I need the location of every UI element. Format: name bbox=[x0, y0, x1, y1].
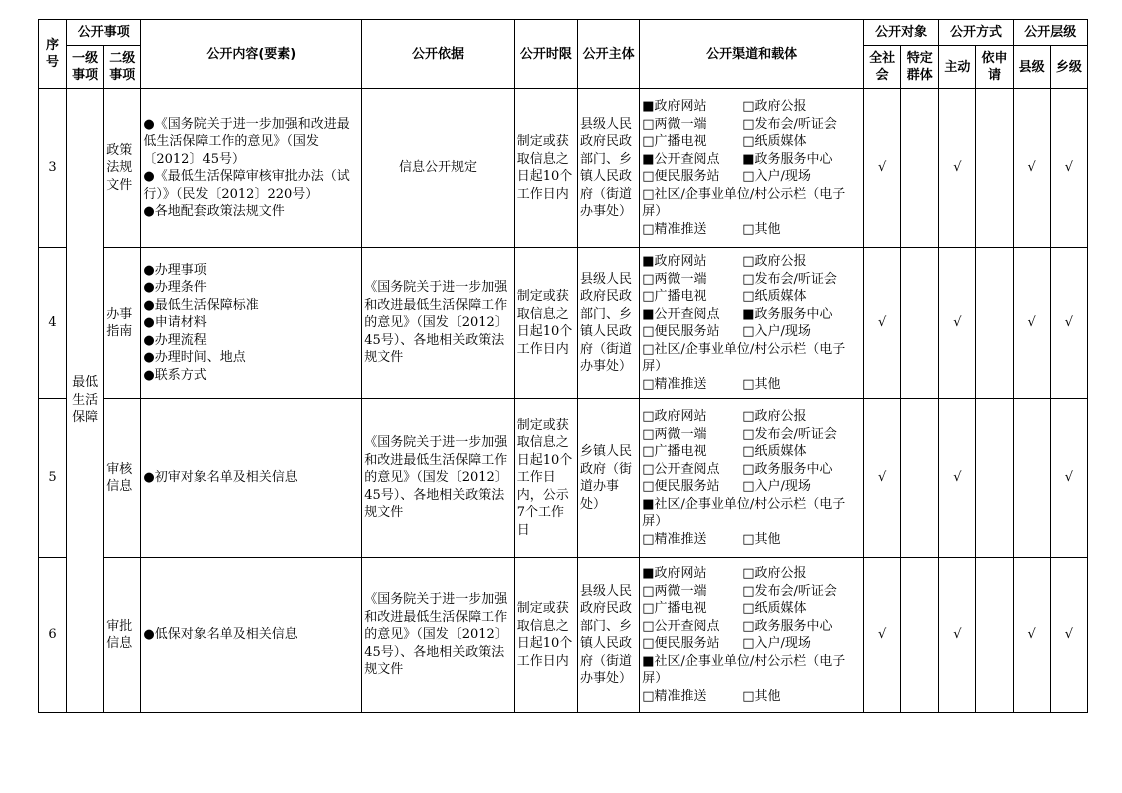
channel-option: □广播电视 bbox=[642, 134, 707, 149]
basis-cell: 《国务院关于进一步加强和改进最低生活保障工作的意见》（国发〔2012〕45号）、各地相关政策法规文件 bbox=[362, 399, 515, 558]
channel-option: □政府公报 bbox=[742, 254, 807, 269]
row-seq: 4 bbox=[39, 248, 67, 399]
channel-option: □政府公报 bbox=[742, 409, 807, 424]
table-header bbox=[39, 20, 1088, 89]
channel-option: □两微一端 bbox=[642, 583, 707, 599]
channel-option: ■社区/企事业单位/村公示栏（电子屏） bbox=[642, 653, 846, 686]
basis-cell: 信息公开规定 bbox=[362, 89, 515, 248]
header-level: 公开层级 bbox=[1013, 20, 1087, 46]
channel-option: □两微一端 bbox=[642, 271, 707, 287]
channel-option: □精准推送 bbox=[642, 531, 707, 547]
category-cell: 最低生活保障 bbox=[67, 89, 104, 713]
disclosure-table bbox=[38, 19, 1088, 713]
mark-county: √ bbox=[1013, 558, 1050, 713]
channel-cell bbox=[640, 399, 864, 558]
channel-option: ■社区/企事业单位/村公示栏（电子屏） bbox=[642, 496, 846, 529]
header-time: 公开时限 bbox=[514, 20, 577, 89]
channel-option: □便民服务站 bbox=[642, 169, 720, 184]
channel-option: □广播电视 bbox=[642, 444, 707, 459]
row-seq: 3 bbox=[39, 89, 67, 248]
channel-option: □精准推送 bbox=[642, 376, 707, 392]
mark-apply bbox=[976, 399, 1013, 558]
mark-town: √ bbox=[1050, 89, 1087, 248]
channel-option: □入户/现场 bbox=[742, 324, 811, 339]
mark-county: √ bbox=[1013, 89, 1050, 248]
subject-cell: 县级人民政府民政部门、乡镇人民政府（街道办事处） bbox=[577, 89, 639, 248]
channel-option: □其他 bbox=[742, 688, 781, 704]
channel-option: □两微一端 bbox=[642, 426, 707, 442]
header-method-apply: 依申请 bbox=[976, 46, 1013, 89]
channel-option: □纸质媒体 bbox=[742, 289, 807, 304]
subject-cell: 县级人民政府民政部门、乡镇人民政府（街道办事处） bbox=[577, 558, 639, 713]
table-row bbox=[39, 248, 1088, 399]
content-item: ●最低生活保障标准 bbox=[143, 297, 259, 313]
header-seq: 序号 bbox=[39, 20, 67, 89]
mark-group bbox=[901, 399, 939, 558]
channel-option: □发布会/听证会 bbox=[742, 426, 837, 442]
content-cell bbox=[141, 399, 362, 558]
mark-town: √ bbox=[1050, 248, 1087, 399]
content-item: ●申请材料 bbox=[143, 315, 207, 331]
subject-cell: 县级人民政府民政部门、乡镇人民政府（街道办事处） bbox=[577, 248, 639, 399]
header-matter: 公开事项 bbox=[67, 20, 141, 46]
channel-option: □入户/现场 bbox=[742, 169, 811, 184]
channel-option: □其他 bbox=[742, 376, 781, 392]
channel-cell bbox=[640, 89, 864, 248]
channel-option: ■政府网站 bbox=[642, 99, 707, 114]
table-body bbox=[39, 89, 1088, 713]
mark-town: √ bbox=[1050, 399, 1087, 558]
channel-option: ■政务服务中心 bbox=[742, 306, 833, 322]
mark-group bbox=[901, 248, 939, 399]
channel-option: ■公开查阅点 bbox=[642, 151, 720, 167]
channel-option: □发布会/听证会 bbox=[742, 271, 837, 287]
content-cell bbox=[141, 89, 362, 248]
channel-option: □社区/企事业单位/村公示栏（电子屏） bbox=[642, 186, 846, 219]
mark-all: √ bbox=[864, 558, 901, 713]
time-cell: 制定或获取信息之日起10个工作日内 bbox=[514, 89, 577, 248]
header-level-county: 县级 bbox=[1013, 46, 1050, 89]
header-level-town: 乡级 bbox=[1050, 46, 1087, 89]
channel-option: □公开查阅点 bbox=[642, 618, 720, 634]
channel-option: □公开查阅点 bbox=[642, 461, 720, 477]
channel-option: □政务服务中心 bbox=[742, 618, 833, 634]
header-channel: 公开渠道和载体 bbox=[640, 20, 864, 89]
channel-option: □其他 bbox=[742, 531, 781, 547]
subcategory-cell: 政策法规文件 bbox=[104, 89, 141, 248]
channel-option: □两微一端 bbox=[642, 116, 707, 132]
table-row bbox=[39, 558, 1088, 713]
channel-option: □其他 bbox=[742, 221, 781, 237]
channel-option: ■政务服务中心 bbox=[742, 151, 833, 167]
channel-option: ■政府网站 bbox=[642, 254, 707, 269]
time-cell: 制定或获取信息之日起10个工作日内 bbox=[514, 558, 577, 713]
mark-group bbox=[901, 89, 939, 248]
header-basis: 公开依据 bbox=[362, 20, 515, 89]
header-content: 公开内容(要素) bbox=[141, 20, 362, 89]
channel-option: □纸质媒体 bbox=[742, 601, 807, 616]
content-item: ●办理时间、地点 bbox=[143, 350, 246, 366]
row-seq: 5 bbox=[39, 399, 67, 558]
channel-option: □政府公报 bbox=[742, 566, 807, 581]
header-target-all: 全社会 bbox=[864, 46, 901, 89]
content-item: ●初审对象名单及相关信息 bbox=[143, 470, 298, 486]
basis-cell: 《国务院关于进一步加强和改进最低生活保障工作的意见》（国发〔2012〕45号）、各地相关政策法规文件 bbox=[362, 558, 515, 713]
mark-all: √ bbox=[864, 89, 901, 248]
channel-option: □广播电视 bbox=[642, 601, 707, 616]
mark-active: √ bbox=[939, 399, 976, 558]
channel-option: □政务服务中心 bbox=[742, 461, 833, 477]
row-seq: 6 bbox=[39, 558, 67, 713]
header-level1: 一级事项 bbox=[67, 46, 104, 89]
mark-county bbox=[1013, 399, 1050, 558]
subcategory-cell: 审批信息 bbox=[104, 558, 141, 713]
channel-option: □发布会/听证会 bbox=[742, 116, 837, 132]
content-item: ●办理流程 bbox=[143, 332, 207, 348]
channel-cell bbox=[640, 558, 864, 713]
mark-all: √ bbox=[864, 248, 901, 399]
channel-option: □纸质媒体 bbox=[742, 134, 807, 149]
time-cell: 制定或获取信息之日起10个工作日内 bbox=[514, 248, 577, 399]
mark-group bbox=[901, 558, 939, 713]
mark-apply bbox=[976, 248, 1013, 399]
table-row bbox=[39, 399, 1088, 558]
channel-option: □入户/现场 bbox=[742, 636, 811, 651]
mark-town: √ bbox=[1050, 558, 1087, 713]
mark-all: √ bbox=[864, 399, 901, 558]
channel-option: □便民服务站 bbox=[642, 479, 720, 494]
header-method-active: 主动 bbox=[939, 46, 976, 89]
subcategory-cell: 办事指南 bbox=[104, 248, 141, 399]
channel-cell bbox=[640, 248, 864, 399]
header-target-group: 特定群体 bbox=[901, 46, 939, 89]
channel-option: ■公开查阅点 bbox=[642, 306, 720, 322]
mark-apply bbox=[976, 89, 1013, 248]
time-cell: 制定或获取信息之日起10个工作日内，公示7个工作日 bbox=[514, 399, 577, 558]
mark-county: √ bbox=[1013, 248, 1050, 399]
content-item: ●办理条件 bbox=[143, 280, 207, 296]
content-cell bbox=[141, 558, 362, 713]
channel-option: □发布会/听证会 bbox=[742, 583, 837, 599]
channel-option: □精准推送 bbox=[642, 688, 707, 704]
mark-active: √ bbox=[939, 558, 976, 713]
channel-option: □便民服务站 bbox=[642, 636, 720, 651]
content-item: ●联系方式 bbox=[143, 367, 207, 383]
content-item: ●《国务院关于进一步加强和改进最低生活保障工作的意见》（国发〔2012〕45号） bbox=[143, 116, 350, 167]
content-item: ●低保对象名单及相关信息 bbox=[143, 627, 298, 643]
content-item: ●各地配套政策法规文件 bbox=[143, 204, 285, 219]
channel-option: ■政府网站 bbox=[642, 566, 707, 581]
mark-active: √ bbox=[939, 89, 976, 248]
channel-option: □广播电视 bbox=[642, 289, 707, 304]
channel-option: □精准推送 bbox=[642, 221, 707, 237]
content-item: ●《最低生活保障审核审批办法（试行）》（民发〔2012〕220号） bbox=[143, 169, 350, 202]
content-cell bbox=[141, 248, 362, 399]
header-target: 公开对象 bbox=[864, 20, 939, 46]
channel-option: □政府公报 bbox=[742, 99, 807, 114]
basis-cell: 《国务院关于进一步加强和改进最低生活保障工作的意见》（国发〔2012〕45号）、各地相关政策法规文件 bbox=[362, 248, 515, 399]
table-row bbox=[39, 89, 1088, 248]
mark-apply bbox=[976, 558, 1013, 713]
channel-option: □政府网站 bbox=[642, 409, 707, 424]
header-level2: 二级事项 bbox=[104, 46, 141, 89]
channel-option: □便民服务站 bbox=[642, 324, 720, 339]
mark-active: √ bbox=[939, 248, 976, 399]
channel-option: □纸质媒体 bbox=[742, 444, 807, 459]
subcategory-cell: 审核信息 bbox=[104, 399, 141, 558]
channel-option: □入户/现场 bbox=[742, 479, 811, 494]
subject-cell: 乡镇人民政府（街道办事处） bbox=[577, 399, 639, 558]
header-subject: 公开主体 bbox=[577, 20, 639, 89]
content-item: ●办理事项 bbox=[143, 262, 207, 278]
channel-option: □社区/企事业单位/村公示栏（电子屏） bbox=[642, 341, 846, 374]
header-method: 公开方式 bbox=[939, 20, 1013, 46]
